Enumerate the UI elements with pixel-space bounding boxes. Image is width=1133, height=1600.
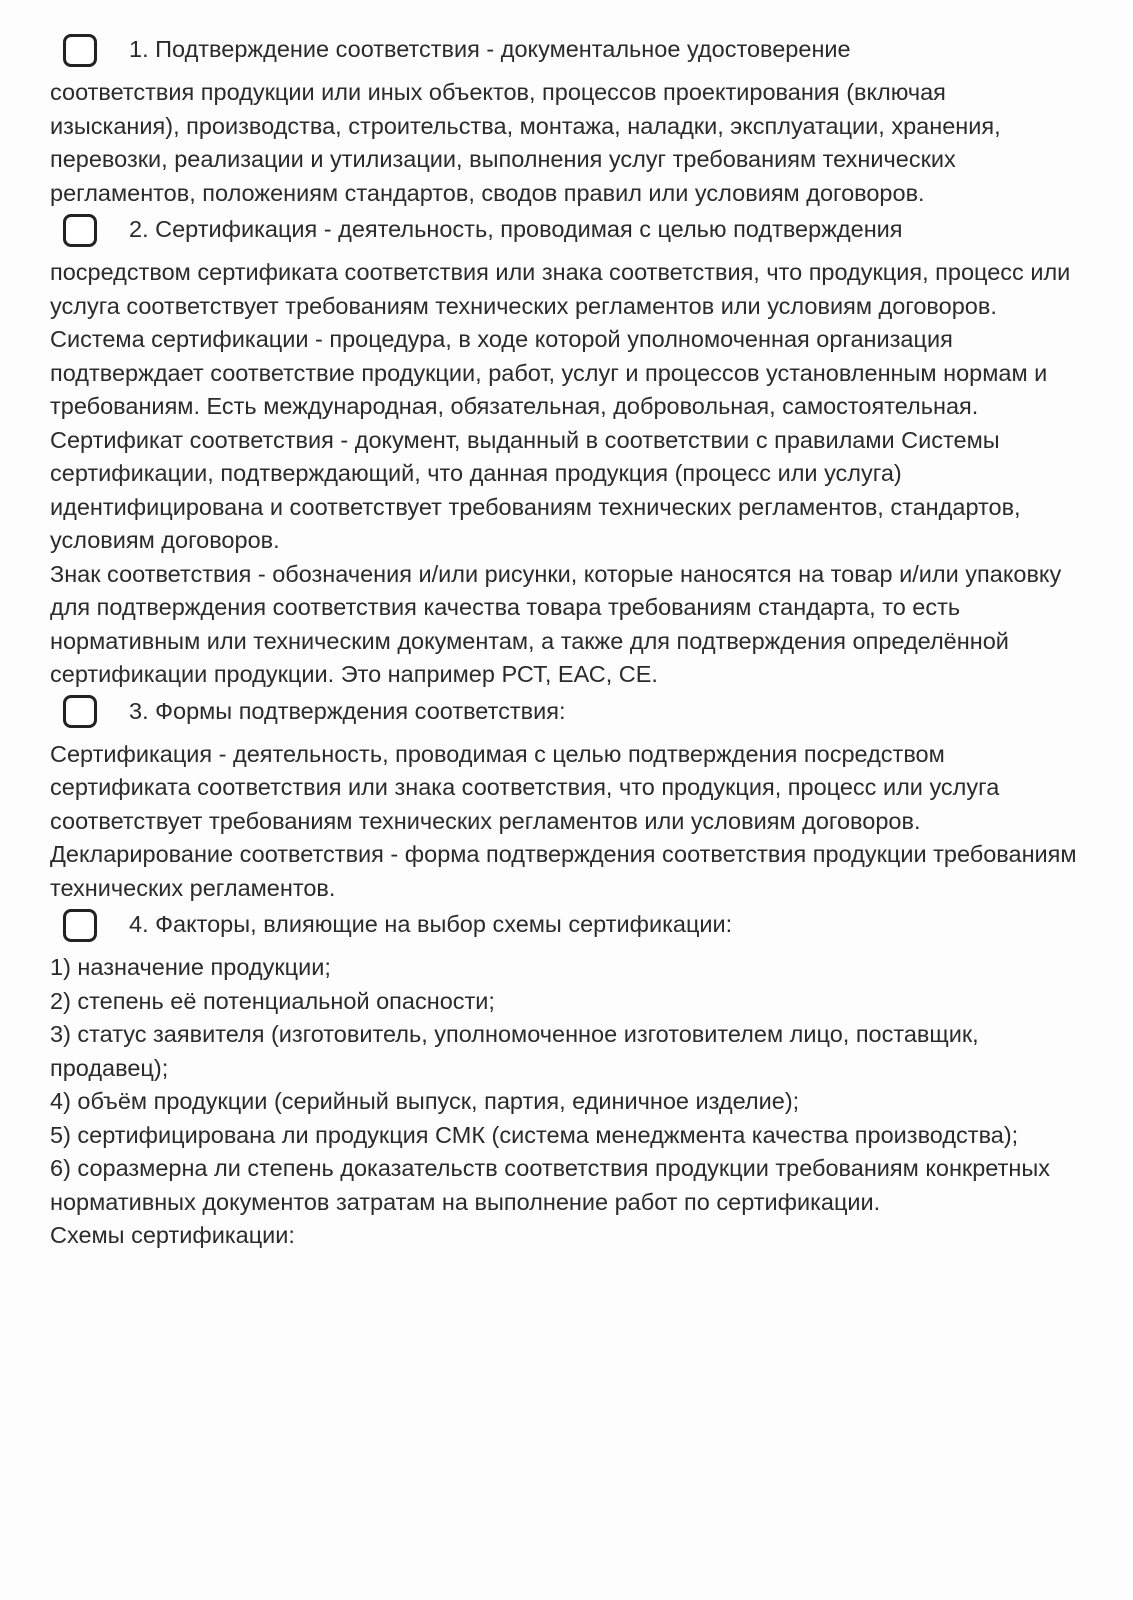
list-item: 1) назначение продукции; — [50, 954, 331, 980]
paragraph: Схемы сертификации: — [50, 1222, 295, 1248]
question-title: 2. Сертификация - деятельность, проводимая с целью подтверждения — [129, 216, 903, 243]
list-item: 3) статус заявителя (изготовитель, уполномоченное изготовителем лицо, поставщик, продавец); — [50, 1021, 979, 1081]
paragraph: соответствия продукции или иных объектов, процессов проектирования (включая изыскания), производства, строительства, монтажа, наладки, эксплуатации, хранения, перевозки, реализации и утилизации, выполнения услуг требованиям технических регламентов, положениям стандартов, сводов правил или условиям договоров. — [50, 79, 1001, 206]
paragraph: Знак соответствия - обозначения и/или рисунки, которые наносятся на товар и/или упаковку для подтверждения соответствия качества товара требованиям стандарта, то есть нормативным или техническим документам, а также для подтверждения определённой сертификации продукции. Это например РСТ, ЕАС, СЕ. — [50, 560, 1062, 687]
list-item: 4) объём продукции (серийный выпуск, партия, единичное изделие); — [50, 1088, 800, 1114]
list-item: 5) сертифицирована ли продукция СМК (система менеджмента качества производства); — [50, 1121, 1019, 1148]
paragraph: Декларирование соответствия - форма подтверждения соответствия продукции требованиям технических регламентов. — [50, 841, 1077, 901]
question-item-1 — [50, 30, 1080, 210]
question-item-4 — [50, 905, 1080, 1253]
list-item: 6) соразмерна ли степень доказательств соответствия продукции требованиям конкретных нормативных документов затратам на выполнение работ по сертификации. — [50, 1155, 1050, 1215]
paragraph: Сертификат соответствия - документ, выданный в соответствии с правилами Системы сертификации, подтверждающий, что данная продукция (процесс или услуга) идентифицирована и соответствует требованиям технических регламентов, стандартов, условиям договоров. — [50, 426, 1021, 553]
paragraph: Сертификация - деятельность, проводимая с целью подтверждения посредством сертификата соответствия или знака соответствия, что продукция, процесс или услуга соответствует требованиям технических регламентов или условиям договоров. — [50, 740, 1000, 834]
list-item: 2) степень её потенциальной опасности; — [50, 987, 495, 1014]
paragraph: Система сертификации - процедура, в ходе которой уполномоченная организация подтверждает соответствие продукции, работ, услуг и процессов установленным нормам и требованиям. Есть международная, обязательная, добровольная, самостоятельная. — [50, 326, 1048, 419]
question-item-3 — [50, 692, 1080, 906]
question-title: 4. Факторы, влияющие на выбор схемы сертификации: — [129, 911, 733, 938]
document-body — [50, 30, 1080, 1253]
checkbox-3[interactable] — [63, 695, 97, 728]
checkbox-1[interactable] — [63, 34, 97, 67]
question-title: 1. Подтверждение соответствия - документальное удостоверение — [129, 36, 851, 63]
checkbox-2[interactable] — [63, 214, 97, 247]
question-title: 3. Формы подтверждения соответствия: — [129, 697, 566, 724]
question-header — [50, 692, 1080, 732]
question-item-2 — [50, 210, 1080, 692]
paragraph: посредством сертификата соответствия или знака соответствия, что продукция, процесс или услуга соответствует требованиям технических регламентов или условиям договоров. — [50, 259, 1071, 319]
question-header — [50, 30, 1080, 70]
checkbox-4[interactable] — [63, 909, 97, 942]
question-header — [50, 905, 1080, 945]
question-header — [50, 210, 1080, 250]
